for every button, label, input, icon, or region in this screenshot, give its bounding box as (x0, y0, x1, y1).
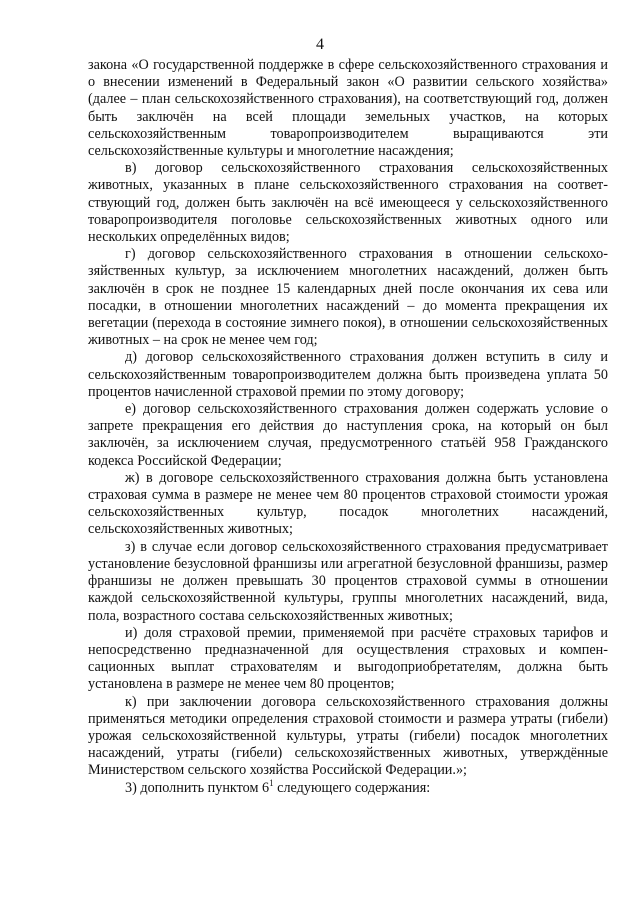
paragraph-item-e: е) договор сельскохозяйственного страхования должен содержать условие о запрете прекращения его действия до наступления срока, на который он был заключён, за исключением случая, предусмотренного статьёй 958 Гражданского кодекса Российской Федерации; (88, 401, 608, 469)
paragraph-item-z: з) в случае если договор сельскохозяйственного страхования предусматривает установление безусловной франшизы или агрегатной безусловной франшизы, размер франшизы не должен превышать 30 процентов страховой суммы в отношении каждой сельскохозяйственной культуры, группы многолетних насаждений, вида, пола, возрастного состава сельскохозяйственных животных; (88, 538, 608, 624)
amendment-text-before: 3) дополнить пунктом 6 (125, 779, 270, 796)
paragraph-continuation: закона «О государственной поддержке в сфере сельскохозяйственного страхования и о внесении изменений в Федеральный закон «О развитии сельского хозяйства» (далее – план сельскохозяйственного страхования), на соответствующий год, должен быть заключён на всей площади земельных участков, на которых сельскохозяйственным товаропроизводителем выращиваются эти сельскохозяйственные культуры и многолетние насаждения; (88, 57, 608, 160)
paragraph-item-k: к) при заключении договора сельскохозяйственного страхования должны применяться методики определения страховой стоимости и размера утраты (гибели) урожая сельскохозяйственной культуры, утраты (гибели) посадок многолетних насаждений, утраты (гибели) сельскохозяйственных животных, утверждённые Министерством сельского хозяйства Российской Федерации.»; (88, 693, 608, 779)
amendment-text-after: следующего содержания: (273, 779, 431, 796)
paragraph-item-zh: ж) в договоре сельскохозяйственного страхования должна быть установлена страховая сумма в размере не менее чем 80 процентов страховой стоимости урожая сельскохозяйственных культур, посадок многолетних насаждений, сельскохозяйственных животных; (88, 469, 608, 538)
paragraph-item-d: д) договор сельскохозяйственного страхования должен вступить в силу и сельскохозяйственным товаропроизводителем должна быть произведена уплата 50 процентов начисленной страховой премии по этому договору; (88, 349, 608, 400)
document-body (88, 57, 608, 797)
page-number: 4 (316, 36, 324, 53)
amendment-superscript: 1 (269, 777, 274, 788)
paragraph-item-v: в) договор сельскохозяйственного страхования сельскохозяйственных животных, указанных в плане сельскохозяйственного страхования на соответствующий год, должен быть заключён на всё имеющееся у сельскохозяйственного товаропроизводителя поголовье сельскохозяйственных животных одного или нескольких определённых видов; (88, 160, 608, 246)
paragraph-item-g: г) договор сельскохозяйственного страхования в отношении сельскохозяйственных культур, за исключением многолетних насаждений, должен быть заключён в срок не позднее 15 календарных дней после окончания их сева или посадки, в отношении многолетних насаждений – до момента прекращения их вегетации (перехода в состояние зимнего покоя), в отношении сельскохозяйственных животных – на срок не менее чем год; (88, 246, 608, 349)
paragraph-amendment-3 (88, 777, 608, 797)
paragraph-item-i: и) доля страховой премии, применяемой при расчёте страховых тарифов и непосредственно предназначенной для осуществления страховых и компенсационных выплат страхователям и выгодоприобретателям, должна быть установлена в размере не менее чем 80 процентов; (88, 624, 608, 693)
